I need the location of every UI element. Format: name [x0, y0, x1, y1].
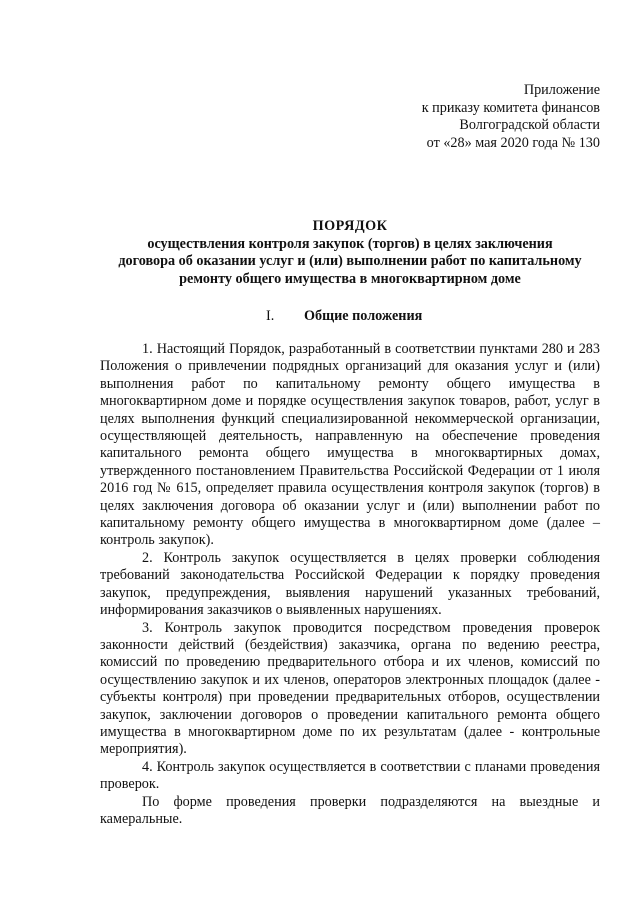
document-title	[100, 218, 600, 288]
appendix-line: Волгоградской области	[459, 117, 600, 133]
appendix-header	[422, 82, 600, 152]
title-line: осуществления контроля закупок (торгов) в целях заключения	[147, 235, 553, 252]
appendix-line: от «28» мая 2020 года № 130	[426, 134, 600, 151]
section-number: I.	[266, 308, 275, 324]
title-main: ПОРЯДОК	[312, 218, 388, 234]
paragraph: 2. Контроль закупок осуществляется в целях проверки соблюдения требований законодательства Российской Федерации к порядку проведения закупок, предупреждения, выявления нарушений указанных требований, информирования заказчиков о выявленных нарушениях.	[100, 549, 600, 619]
title-line: договора об оказании услуг и (или) выполнении работ по капитальному	[118, 253, 582, 269]
paragraph: 4. Контроль закупок осуществляется в соответствии с планами проведения проверок.	[100, 758, 600, 793]
title-line: ремонту общего имущества в многоквартирном доме	[179, 270, 521, 287]
paragraph: 1. Настоящий Порядок, разработанный в соответствии пунктами 280 и 283 Положения о привлечении подрядных организаций для оказания услуг и (или) выполнения работ по капитальному ремонту общего имущества в многоквартирном доме и порядке осуществления закупок товаров, работ, услуг в целях выполнения функций специализированной некоммерческой организации, осуществляющей деятельность, направленную на обеспечение проведения капитального ремонта общего имущества в многоквартирных домах, утвержденного постановлением Правительства Российской Федерации от 1 июля 2016 год № 615, определяет правила осуществления контроля закупок (торгов) в целях заключения договора об оказании услуг и (или) выполнении работ по капитальному ремонту общего имущества в многоквартирном доме (далее – контроль закупок).	[100, 341, 600, 549]
section-title: Общие положения	[304, 308, 423, 324]
paragraph: 3. Контроль закупок проводится посредством проведения проверок законности действий (бездействия) заказчика, органа по ведению реестра, комиссий по проведению предварительного отбора и их членов, комиссий по осуществлению закупок и их членов, операторов электронных площадок (далее - субъекты контроля) при проведении предварительных отборов, осуществлении закупок, заключении договоров о проведении капитального ремонта общего имущества в многоквартирном доме по их результатам (далее - контрольные мероприятия).	[100, 619, 600, 758]
paragraph: По форме проведения проверки подразделяются на выездные и камеральные.	[100, 793, 600, 827]
section-heading	[266, 308, 422, 326]
document-body	[100, 341, 600, 828]
appendix-line: к приказу комитета финансов	[421, 99, 600, 116]
appendix-line: Приложение	[523, 82, 600, 98]
